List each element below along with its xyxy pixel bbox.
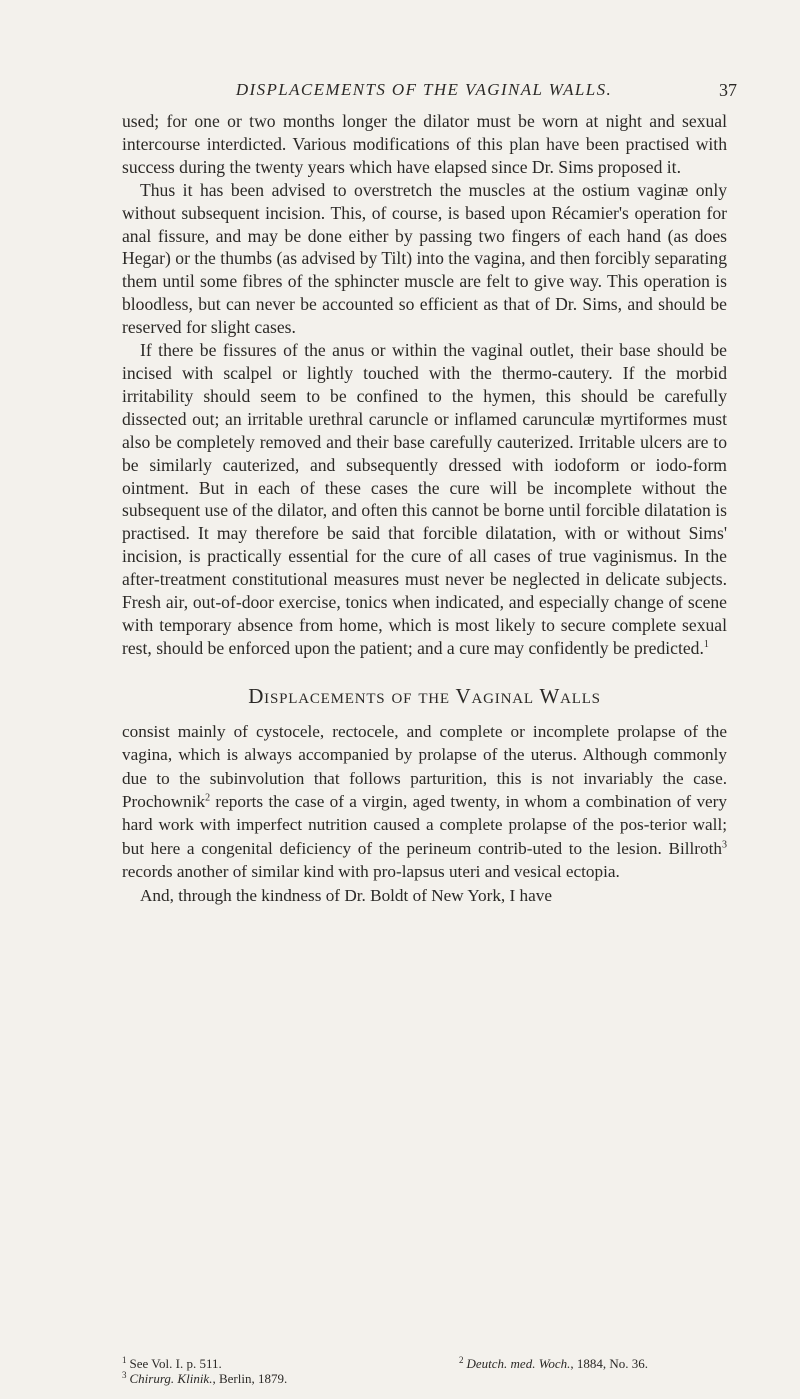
- footnote-3: [122, 1371, 459, 1386]
- section-heading: Displacements of the Vaginal Walls: [248, 683, 601, 708]
- paragraph: [122, 339, 727, 660]
- footnote-ref: 1: [703, 638, 709, 650]
- section-paragraph: [122, 720, 727, 884]
- footnote-mark: 1: [122, 1354, 127, 1365]
- footnote-mark: 3: [122, 1369, 127, 1380]
- footnotes: [122, 1356, 702, 1386]
- footnote-2: [459, 1356, 702, 1371]
- paragraph-last-line: And, through the kindness of Dr. Boldt of New York, I have: [140, 885, 552, 905]
- running-head: [122, 80, 737, 110]
- body-text: [122, 110, 727, 907]
- paragraph: Thus it has been advised to overstretch the muscles at the ostium vaginæ only without subsequent incision. This, of course, is based upon Récamier's operation for anal fissure, and may be done either by passing two fingers of each hand (as does Hegar) or the thumbs (as advised by Tilt) into the vagina, and then forcibly separating them until some fibres of the sphincter muscle are felt to give way. This operation is bloodless, but can never be accounted so efficient as that of Dr. Sims, and should be reserved for slight cases.: [122, 179, 727, 338]
- footnote-row: [122, 1356, 702, 1371]
- page-number: 37: [719, 80, 737, 100]
- footnote-source: Chirurg. Klinik.: [129, 1371, 213, 1386]
- section-text-2: reports the case of a virgin, aged twenty, in whom a combination of very hard work with imperfect nutrition caused a complete prolapse of the pos-terior wall; but here a congenital deficiency of the perineum contrib-uted to the lesion. Billroth: [122, 791, 727, 858]
- running-title: DISPLACEMENTS OF THE VAGINAL WALLS.: [235, 80, 613, 99]
- page: [122, 80, 737, 907]
- footnote-ref: 2: [205, 792, 211, 804]
- footnote-mark: 2: [459, 1354, 464, 1365]
- footnote-1: [122, 1356, 459, 1371]
- footnote-text: , 1884, No. 36.: [570, 1356, 648, 1371]
- paragraph-text: If there be fissures of the anus or within the vaginal outlet, their base should be incised with scalpel or lightly touched with the thermo-cautery. If the morbid irritability should seem to be confined to the hymen, this should be carefully dissected out; an irritable urethral caruncle or inflamed carunculæ myrtiformes must also be completely removed and their base carefully cauterized. Irritable ulcers are to be similarly cauterized, and subsequently dressed with iodoform or iodo-form ointment. But in each of these cases the cure will be incomplete without the subsequent use of the dilator, and often this cannot be borne until forcible dilatation is practised. It may therefore be said that forcible dilatation, with or without Sims' incision, is practically essential for the cure of all cases of true vaginismus. In the after-treatment constitutional measures must never be neglected in delicate subjects. Fresh air, out-of-door exercise, tonics when indicated, and especially change of scene with temporary absence from home, which is most likely to secure complete sexual rest, should be enforced upon the patient; and a cure may confidently be predicted.: [122, 340, 727, 658]
- section-text-1: consist mainly of cystocele, rectocele, and complete or incomplete prolapse of the vagina, which is always accompanied by prolapse of the uterus. Although commonly due to the subinvolution that follows parturition, this is not invariably the case. Prochownik: [122, 721, 727, 811]
- paragraph: used; for one or two months longer the dilator must be worn at night and sexual intercourse interdicted. Various modifications of this plan have been practised with success during the twenty years which have elapsed since Dr. Sims proposed it.: [122, 111, 727, 177]
- section-text-3: records another of similar kind with pro-lapsus uteri and vesical ectopia.: [122, 862, 620, 882]
- footnote-text: See Vol. I. p. 511.: [129, 1356, 222, 1371]
- footnote-text: , Berlin, 1879.: [212, 1371, 288, 1386]
- footnote-ref: 3: [722, 839, 727, 851]
- footnote-source: Deutch. med. Woch.: [466, 1356, 571, 1371]
- footnote-row: [122, 1371, 702, 1386]
